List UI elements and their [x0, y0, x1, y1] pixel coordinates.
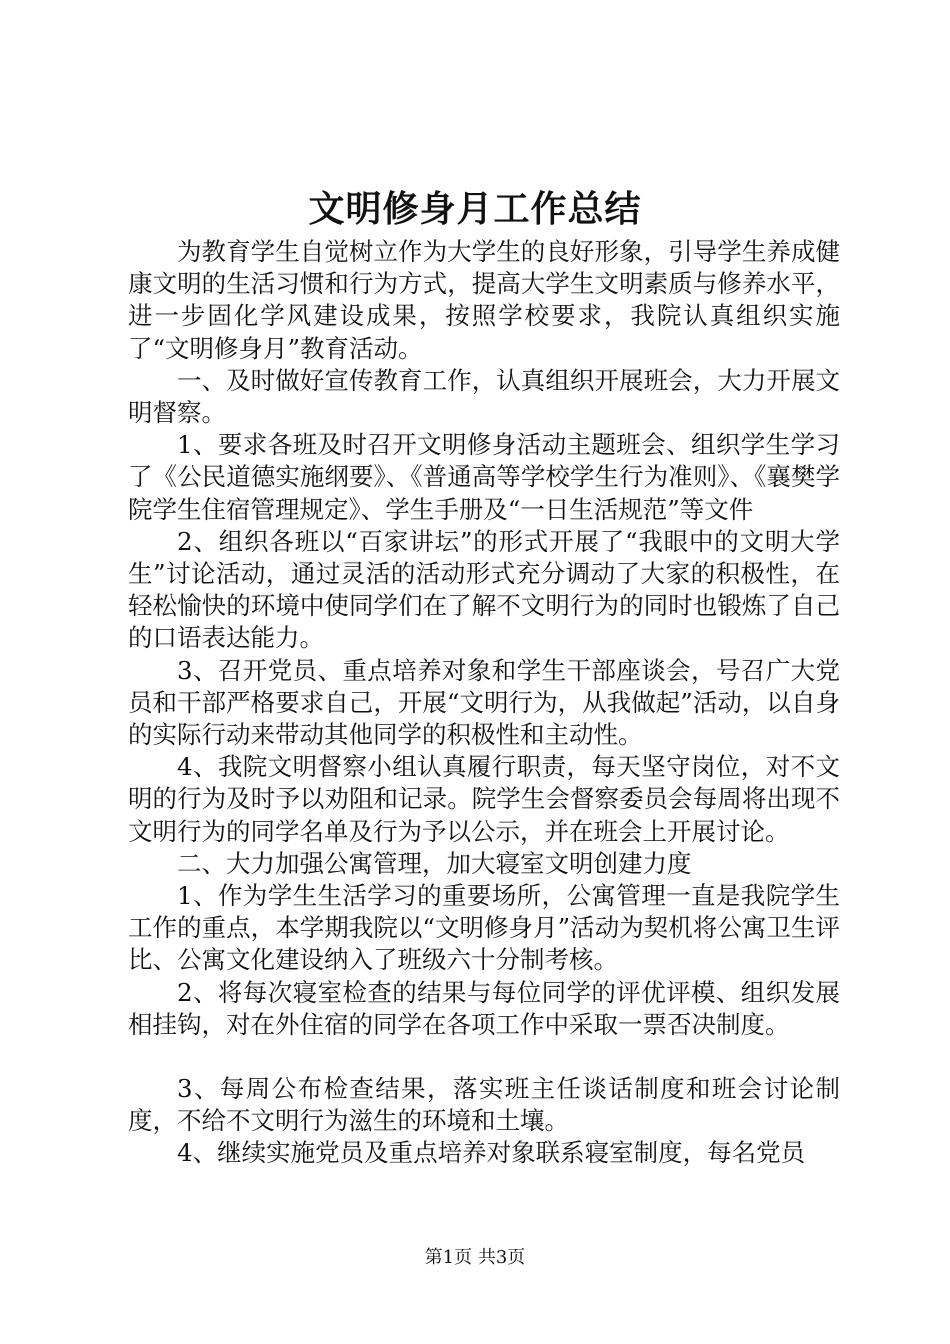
paragraph-2-1: 1、作为学生生活学习的重要场所，公寓管理一直是我院学生工作的重点，本学期我院以“文明修身月”活动为契机将公寓卫生评比、公寓文化建设纳入了班级六十分制考核。	[128, 881, 840, 975]
document-body	[128, 236, 840, 1170]
paragraph-2-4: 4、继续实施党员及重点培养对象联系寝室制度，每名党员	[177, 1138, 806, 1168]
section-heading-2: 二、大力加强公寓管理，加大寝室文明创建力度	[177, 848, 692, 878]
paragraph-1-1: 1、要求各班及时召开文明修身活动主题班会、组织学生学习了《公民道德实施纲要》、《普通高等学校学生行为准则》、《襄樊学院学生住宿管理规定》、学生手册及“一日生活规范”等文件	[128, 430, 840, 524]
paragraph-1-2: 2、组织各班以“百家讲坛”的形式开展了“我眼中的文明大学生”讨论活动，通过灵活的活动形式充分调动了大家的积极性，在轻松愉快的环境中使同学们在了解不文明行为的同时也锻炼了自己的口语表达能力。	[128, 526, 840, 653]
page-footer: 第1页 共3页	[424, 1247, 526, 1268]
paragraph-2-3: 3、每周公布检查结果，落实班主任谈话制度和班会讨论制度，不给不文明行为滋生的环境和土壤。	[128, 1074, 840, 1136]
intro-paragraph: 为教育学生自觉树立作为大学生的良好形象，引导学生养成健康文明的生活习惯和行为方式，提高大学生文明素质与修养水平，进一步固化学风建设成果，按照学校要求，我院认真组织实施了“文明修身月”教育活动。	[128, 237, 840, 363]
section-heading-1: 一、及时做好宣传教育工作，认真组织开展班会，大力开展文明督察。	[128, 365, 840, 428]
paragraph-2-2: 2、将每次寝室检查的结果与每位同学的评优评模、组织发展相挂钩，对在外住宿的同学在各项工作中采取一票否决制度。	[128, 977, 840, 1039]
paragraph-1-3: 3、召开党员、重点培养对象和学生干部座谈会，号召广大党员和干部严格要求自己，开展“文明行为，从我做起”活动，以自身的实际行动来带动其他同学的积极性和主动性。	[128, 655, 840, 750]
paragraph-1-4: 4、我院文明督察小组认真履行职责，每天坚守岗位，对不文明的行为及时予以劝阻和记录。院学生会督察委员会每周将出现不文明行为的同学名单及行为予以公示，并在班会上开展讨论。	[128, 752, 840, 846]
document-title: 文明修身月工作总结	[308, 189, 642, 230]
